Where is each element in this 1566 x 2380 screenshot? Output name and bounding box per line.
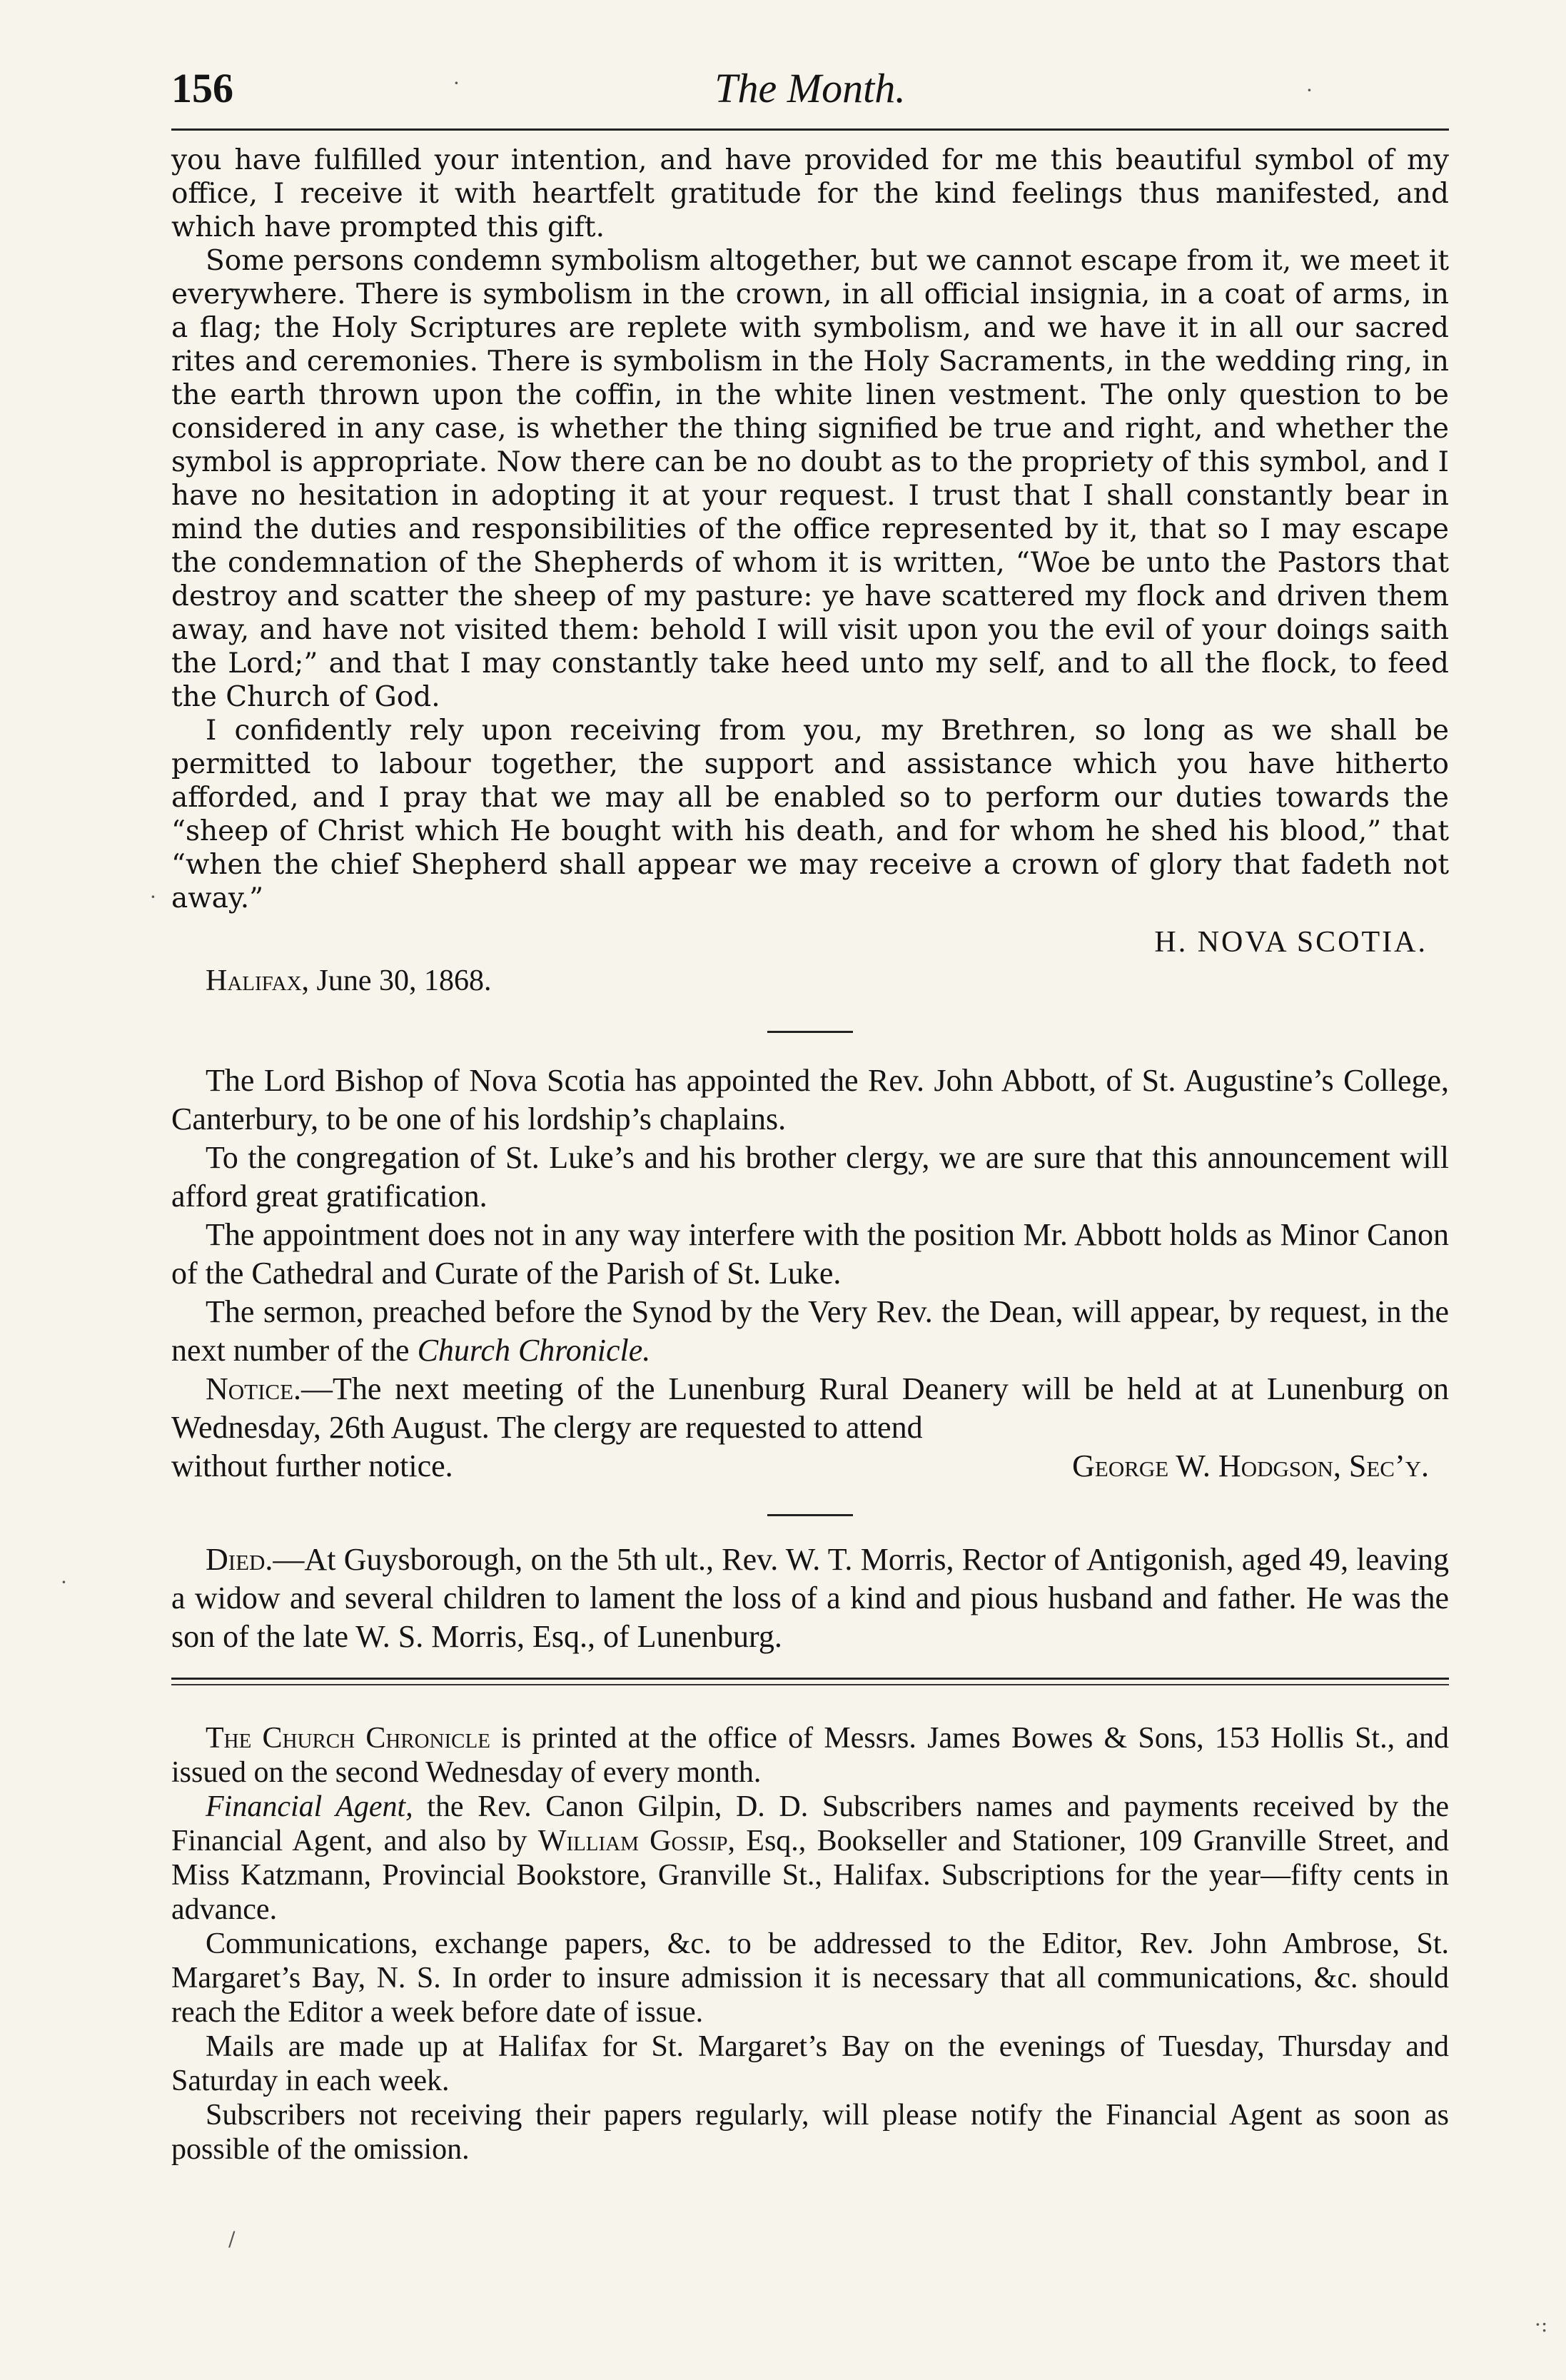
- print-speck: ·:: [1535, 2313, 1548, 2336]
- obituary-text: —At Guysborough, on the 5th ult., Rev. W. T. Morris, Rector of Antigonish, aged 49, leaving a widow and several children to lament the loss of a kind and pious husband and father. He was the son of the late W. S. Morris, Esq., of Lunenburg.: [171, 1542, 1449, 1654]
- publisher-subscribers: Subscribers not receiving their papers regularly, will please notify the Financial Agent as soon as possible of the omission.: [171, 2099, 1449, 2166]
- running-title: The Month.: [714, 65, 906, 111]
- publisher-printing-text: is printed at the office of Messrs. James Bowes & Sons, 153 Hollis St., and issued on the second Wednesday of every month.: [171, 1722, 1449, 1789]
- footer-rule-thick: [171, 1678, 1449, 1680]
- letter-section: [171, 143, 1449, 915]
- notice-sermon-publication: Church Chronicle.: [417, 1333, 651, 1368]
- publisher-agent: [171, 1790, 1449, 1927]
- publisher-communications: Communications, exchange papers, &c. to be addressed to the Editor, Rev. John Ambrose, St. Margaret’s Bay, N. S. In order to insure admission it is necessary that all communications, &c. should reach the Editor a week before date of issue.: [171, 1927, 1449, 2029]
- notice-label: Notice.: [206, 1371, 302, 1406]
- page: [171, 50, 1449, 2320]
- notice-deanery-last-line: [171, 1447, 1449, 1486]
- publisher-mails: Mails are made up at Halifax for St. Margaret’s Bay on the evenings of Tuesday, Thursday and Saturday in each week.: [171, 2030, 1449, 2097]
- obituary-section: [171, 1541, 1449, 1656]
- financial-agent-label: Financial Agent,: [206, 1790, 413, 1823]
- letter-paragraph-1: you have fulfilled your intention, and have provided for me this beautiful symbol of my office, I receive it with heartfelt gratitude for the kind feelings thus manifested, and which have prompted this gift.: [171, 144, 1449, 243]
- publisher-printing: [171, 1721, 1449, 1790]
- notice-sermon-text: The sermon, preached before the Synod by the Very Rev. the Dean, will appear, by request, in the next number of the: [171, 1294, 1449, 1368]
- notice-congregation: To the congregation of St. Luke’s and his brother clergy, we are sure that this announcement will afford great gratification.: [171, 1140, 1449, 1214]
- page-number: 156: [171, 65, 233, 111]
- financial-agent-text-b: Esq., Bookseller and Stationer, 109 Granville Street, and Miss Katzmann, Provincial Bookstore, Granville St., Halifax. Subscriptions for the year—fifty cents in advance.: [171, 1825, 1449, 1926]
- page-header: [171, 50, 1449, 131]
- print-speck: ·: [150, 885, 156, 909]
- notice-deanery-last: without further notice.: [171, 1448, 453, 1483]
- publisher-name: The Church Chronicle: [206, 1722, 490, 1755]
- notice-deanery-text: —The next meeting of the Lunenburg Rural Deanery will be held at at Lunenburg on Wednesday, 26th August. The clergy are requested to attend: [171, 1371, 1449, 1445]
- notice-chaplain: The Lord Bishop of Nova Scotia has appointed the Rev. John Abbott, of St. Augustine’s College, Canterbury, to be one of his lordship’s chaplains.: [171, 1063, 1449, 1136]
- print-speck: /: [228, 2227, 236, 2251]
- notice-appointment: The appointment does not in any way interfere with the position Mr. Abbott holds as Minor Canon of the Cathedral and Curate of the Parish of St. Luke.: [171, 1217, 1449, 1291]
- obituary-label: Died.: [206, 1542, 273, 1577]
- notice-signature: George W. Hodgson, Sec’y.: [1072, 1448, 1429, 1483]
- publisher-section: [171, 1721, 1449, 2167]
- section-divider: [767, 1514, 853, 1516]
- section-divider: [767, 1031, 853, 1033]
- obituary-paragraph: [171, 1541, 1449, 1656]
- letter-paragraph-2: Some persons condemn symbolism altogether, but we cannot escape from it, we meet it everywhere. There is symbolism in the crown, in all official insignia, in a coat of arms, in a flag; the Holy Scriptures are replete with symbolism, and we have it in all our sacred rites and ceremonies. There is symbolism in the Holy Sacraments, in the wedding ring, in the earth thrown upon the coffin, in the white linen vestment. The only question to be considered in any case, is whether the thing signified be true and right, and whether the symbol is appropriate. Now there can be no doubt as to the propriety of this symbol, and I have no hesitation in adopting it at your request. I trust that I shall constantly bear in mind the duties and responsibilities of the office represented by it, that so I may escape the condemnation of the Shepherds of whom it is written, “Woe be unto the Pastors that destroy and scatter the sheep of my pasture: ye have scattered my flock and driven them away, and have not visited them: behold I will visit upon you the evil of your doings saith the Lord;” and that I may constantly take heed unto my self, and to all the flock, to feed the Church of God.: [171, 245, 1449, 713]
- letter-dateline: [206, 964, 1449, 998]
- dateline-date: June 30, 1868.: [316, 964, 492, 997]
- print-speck: ·: [453, 71, 460, 95]
- footer-rule-thin: [171, 1684, 1449, 1685]
- notice-deanery: [171, 1370, 1449, 1447]
- notices-section: [171, 1062, 1449, 1486]
- dateline-place: Halifax,: [206, 964, 310, 997]
- financial-agent-name: William Gossip,: [537, 1825, 736, 1857]
- notice-sermon: [171, 1293, 1449, 1370]
- letter-paragraph-3: I confidently rely upon receiving from you, my Brethren, so long as we shall be permitted to labour together, the support and assistance which you have hitherto afforded, and I pray that we may all be enabled so to perform our duties towards the “sheep of Christ which He bought with his death, and for whom he shed his blood,” that “when the chief Shepherd shall appear we may receive a crown of glory that fadeth not away.”: [171, 715, 1449, 914]
- print-speck: ·: [61, 1570, 67, 1594]
- print-speck: ·: [1306, 79, 1313, 102]
- financial-agent-text-a: the Rev. Canon Gilpin, D. D. Subscribers names and payments received by the Financial Agent, and also by: [171, 1790, 1449, 1857]
- letter-signature: H. NOVA SCOTIA.: [1154, 926, 1428, 959]
